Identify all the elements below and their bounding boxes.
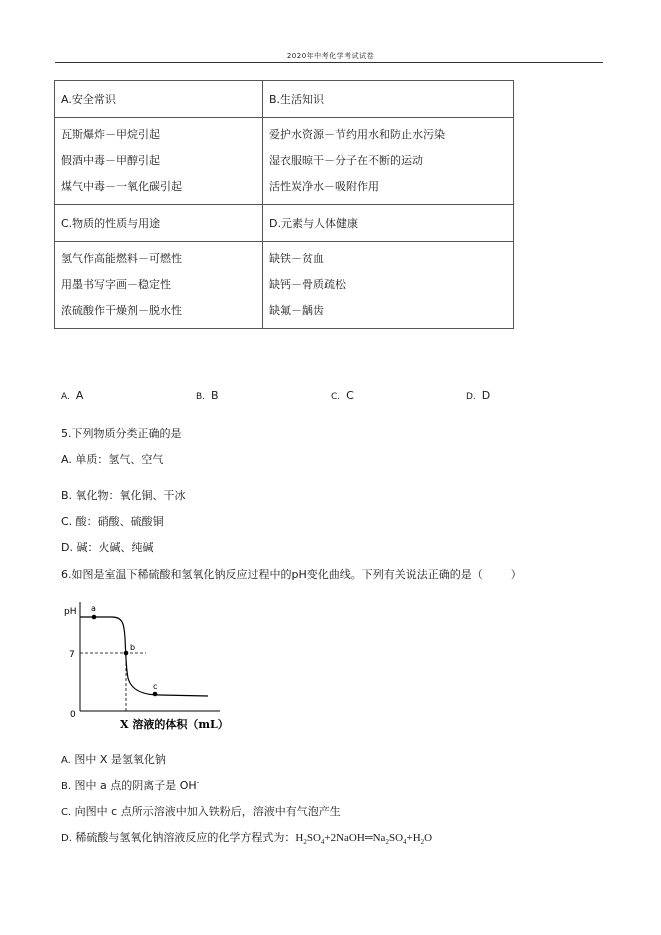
option-letter: D. xyxy=(61,833,72,844)
table-row xyxy=(55,205,514,242)
table-line: 氢气作高能燃料－可燃性 xyxy=(61,252,182,265)
q6-option-d[interactable] xyxy=(61,829,432,846)
eq-part: O xyxy=(424,832,433,844)
q6-option-b[interactable] xyxy=(61,777,199,793)
header-rule xyxy=(55,62,603,63)
table-line: 用墨书写字画－稳定性 xyxy=(61,278,171,291)
option-letter: C. xyxy=(61,807,72,818)
q5-option-a[interactable]: A. 单质：氢气、空气 xyxy=(61,453,164,466)
table-line: 缺钙－骨质疏松 xyxy=(269,278,346,291)
q5-option-c[interactable]: C. 酸：硝酸、硫酸铜 xyxy=(61,515,164,528)
option-text: 向图中 c 点所示溶液中加入铁粉后，溶液中有气泡产生 xyxy=(74,805,341,818)
q4-option-c[interactable] xyxy=(331,389,354,402)
option-letter: B. xyxy=(196,392,206,402)
table-cell xyxy=(55,242,263,329)
ph-curve xyxy=(80,617,208,696)
q4-option-a[interactable] xyxy=(61,389,83,402)
table-row xyxy=(55,242,514,329)
knowledge-table xyxy=(54,80,514,329)
q5-stem: 5.下列物质分类正确的是 xyxy=(61,427,182,440)
table-header-cell: A.安全常识 xyxy=(55,81,263,118)
eq-sub: 2 xyxy=(303,838,307,847)
table-line: 缺铁－贫血 xyxy=(269,252,324,265)
table-header-cell: C.物质的性质与用途 xyxy=(55,205,263,242)
option-text: 图中 X 是氢氧化钠 xyxy=(74,753,166,766)
q6-stem-end: ） xyxy=(510,568,522,581)
y-tick-7: 7 xyxy=(69,650,75,660)
q6-option-a[interactable] xyxy=(61,751,166,767)
table-cell xyxy=(263,118,514,205)
eq-part: +H xyxy=(406,832,421,844)
y-axis-label: pH xyxy=(64,607,77,617)
eq-part: H xyxy=(295,832,304,844)
eq-sub: 2 xyxy=(385,838,389,847)
option-text: C xyxy=(346,389,354,402)
option-letter: B. xyxy=(61,781,72,792)
q4-option-b[interactable] xyxy=(196,389,219,402)
point-a-label: a xyxy=(91,604,96,613)
table-line: 假酒中毒－甲醇引起 xyxy=(61,154,160,167)
option-text: 图中 a 点的阴离子是 OH xyxy=(74,779,197,792)
eq-part: +2NaOH═Na xyxy=(324,832,386,844)
point-a xyxy=(92,615,97,620)
q4-option-d[interactable] xyxy=(466,389,490,402)
table-line: 煤气中毒－一氧化碳引起 xyxy=(61,180,182,193)
point-b-label: b xyxy=(130,643,136,652)
q6-option-c[interactable] xyxy=(61,803,341,819)
eq-part: SO xyxy=(388,832,404,844)
table-line: 缺氟－龋齿 xyxy=(269,304,324,317)
eq-part: SO xyxy=(306,832,321,844)
option-text: 稀硫酸与氢氧化钠溶液反应的化学方程式为： xyxy=(75,831,296,844)
q6-stem xyxy=(61,566,522,582)
point-c-label: c xyxy=(153,682,158,691)
eq-sub: 2 xyxy=(420,838,425,847)
option-text: D xyxy=(481,389,491,402)
option-letter: C. xyxy=(331,392,341,402)
table-line: 湿衣服晾干－分子在不断的运动 xyxy=(269,154,423,167)
table-header-cell: B.生活知识 xyxy=(263,81,514,118)
table-line: 活性炭净水－吸附作用 xyxy=(269,180,379,193)
table-cell xyxy=(55,118,263,205)
header-title: 2020年中考化学考试试卷 xyxy=(286,52,375,60)
option-text: A xyxy=(75,389,84,402)
option-letter: D. xyxy=(466,392,476,402)
table-cell xyxy=(263,242,514,329)
point-b xyxy=(124,651,129,656)
option-letter: A. xyxy=(61,392,70,402)
table-row xyxy=(55,118,514,205)
origin-label: 0 xyxy=(70,710,76,720)
superscript: - xyxy=(196,778,200,787)
table-line: 瓦斯爆炸－甲烷引起 xyxy=(61,128,160,141)
option-letter: A. xyxy=(61,755,71,766)
q5-option-d[interactable]: D. 碱：火碱、纯碱 xyxy=(61,541,154,554)
table-line: 浓硫酸作干燥剂－脱水性 xyxy=(61,304,182,317)
point-c xyxy=(153,692,158,697)
eq-sub: 4 xyxy=(403,838,407,847)
eq-sub: 4 xyxy=(320,838,325,847)
x-axis-label: X 溶液的体积（mL） xyxy=(120,718,229,731)
table-line: 爱护水资源－节约用水和防止水污染 xyxy=(269,128,445,141)
q5-option-b[interactable]: B. 氧化物：氧化铜、干冰 xyxy=(61,489,186,502)
chemical-equation xyxy=(295,832,433,847)
table-header-cell: D.元素与人体健康 xyxy=(263,205,514,242)
option-text: B xyxy=(211,389,219,402)
table-row xyxy=(55,81,514,118)
ph-graph xyxy=(60,596,250,738)
q6-stem-text: 6.如图是室温下稀硫酸和氢氧化钠反应过程中的pH变化曲线。下列有关说法正确的是（ xyxy=(61,568,483,581)
